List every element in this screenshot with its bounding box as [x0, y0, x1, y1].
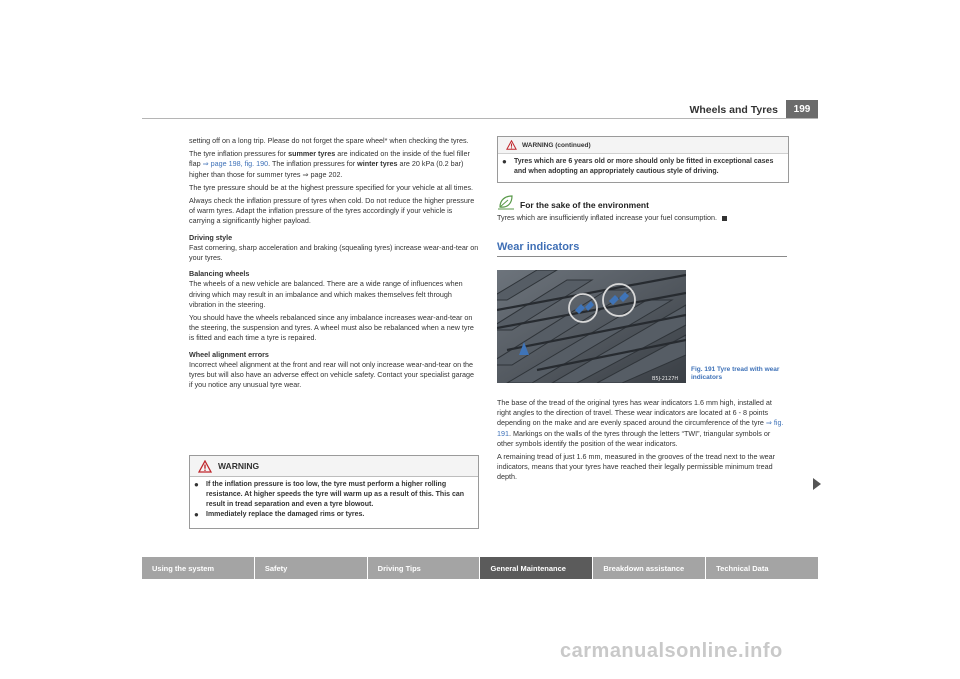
paragraph: setting off on a long trip. Please do not forget the spare wheel* when checking the tyres.	[189, 136, 469, 145]
tab-technical-data[interactable]: Technical Data	[706, 557, 818, 579]
paragraph: The tyre pressure should be at the highest pressure specified for your vehicle at all times.	[189, 182, 474, 192]
bullet-icon: ●	[194, 480, 199, 489]
paragraph: Fast cornering, sharp acceleration and braking (squealing tyres) increase wear-and-tear on your tyres.	[189, 242, 479, 263]
subheading: Driving style	[189, 232, 233, 242]
bullet-icon: ●	[194, 510, 199, 519]
figure-link[interactable]: ⇒ fig. 191	[497, 418, 784, 438]
environment-leaf-icon	[497, 193, 515, 211]
paragraph: The base of the tread of the original tyres has wear indicators 1.6 mm high, installed at right angles to the direction of travel. These wear indicators are located at 6 - 8 points depending on the make and are evenly spaced around the circumference of the tyre ⇒ fig. 191. Markings on the walls of the tyres through the letters “TWI”, triangular symbols or other symbols identify the position of the wear indicators.	[497, 398, 784, 448]
tab-general-maintenance[interactable]: General Maintenance	[480, 557, 592, 579]
tyre-tread-figure	[497, 270, 686, 383]
section-rule	[497, 256, 787, 257]
environment-title: For the sake of the environment	[520, 200, 649, 210]
warning-triangle-icon	[506, 140, 517, 150]
warning-box	[189, 455, 479, 529]
watermark: carmanualsonline.info	[560, 640, 783, 662]
warning-item: ● Immediately replace the damaged rims or tyres.	[194, 510, 365, 519]
paragraph: You should have the wheels rebalanced since any imbalance increases wear-and-tear on the steering, the suspension and tyres. A wheel must also be rebalanced when a new tyre is fitted and each time a tyre is repaired.	[189, 313, 474, 343]
tab-breakdown-assistance[interactable]: Breakdown assistance	[593, 557, 705, 579]
paragraph: The wheels of a new vehicle are balanced. There are a wide range of influences when driving which may result in an imbalance and which makes themselves felt through vibration in the steering.	[189, 279, 463, 309]
warning-title: WARNING	[218, 461, 260, 471]
paragraph: Always check the inflation pressure of tyres when cold. Do not reduce the higher pressure of warm tyres. Adapt the inflation pressure of the tyres accordingly if your vehicle is carrying a significantly higher payload.	[189, 196, 475, 226]
paragraph: A remaining tread of just 1.6 mm, measured in the grooves of the tread next to the wear indicators, means that your tyres have reached their legally permissible minimum tread depth.	[497, 452, 776, 482]
paragraph: The tyre inflation pressures for summer tyres are indicated on the inside of the fuel filler flap ⇒ page 198, fig. 190. The inflation pressures for winter tyres are 20 kPa (0.2 bar) higher than those for summer tyres ⇒ page 202.	[189, 149, 470, 179]
tab-safety[interactable]: Safety	[255, 557, 367, 579]
paragraph: Incorrect wheel alignment at the front and rear will not only increase wear-and-tear on the tyres but will also have an adverse effect on vehicle safety. Contact your specialist garage if you notice any unusual tyre wear.	[189, 359, 474, 390]
warning-item: ● Tyres which are 6 years old or more should only be fitted in exceptional cases and when adopting an appropriately cautious style of driving.	[502, 157, 774, 175]
warning-header	[190, 456, 478, 477]
page-link[interactable]: ⇒ page 198, fig. 190	[202, 159, 269, 169]
end-square-icon	[722, 216, 727, 221]
tyre-tread-illustration	[497, 270, 686, 383]
header-title: Wheels and Tyres	[689, 104, 778, 116]
warning-continued-title: WARNING (continued)	[522, 141, 591, 149]
figure-code: B5J-2127H	[652, 376, 679, 382]
left-column	[189, 136, 479, 393]
chapter-nav	[142, 557, 818, 579]
warning-triangle-icon	[198, 460, 212, 473]
page-number: 199	[786, 100, 818, 119]
warning-continued-header	[498, 137, 788, 154]
tab-driving-tips[interactable]: Driving Tips	[368, 557, 480, 579]
subheading: Balancing wheels	[189, 269, 250, 279]
subheading: Wheel alignment errors	[189, 349, 269, 359]
right-column-text	[497, 398, 787, 486]
environment-text: Tyres which are insufficiently inflated increase your fuel consumption.	[497, 213, 787, 222]
warning-continued-box	[497, 136, 789, 183]
section-title: Wear indicators	[497, 241, 580, 253]
warning-item: ● If the inflation pressure is too low, the tyre must perform a higher rolling resistance. At higher speeds the tyre will warm up as a result of this. This can result in tread separation and even a tyre blowout.	[194, 480, 465, 508]
bullet-icon: ●	[502, 157, 507, 166]
header-rule	[142, 118, 818, 119]
next-page-arrow-icon[interactable]	[813, 478, 821, 490]
figure-caption: Fig. 191 Tyre tread with wear indicators	[691, 366, 780, 381]
tab-using-the-system[interactable]: Using the system	[142, 557, 254, 579]
